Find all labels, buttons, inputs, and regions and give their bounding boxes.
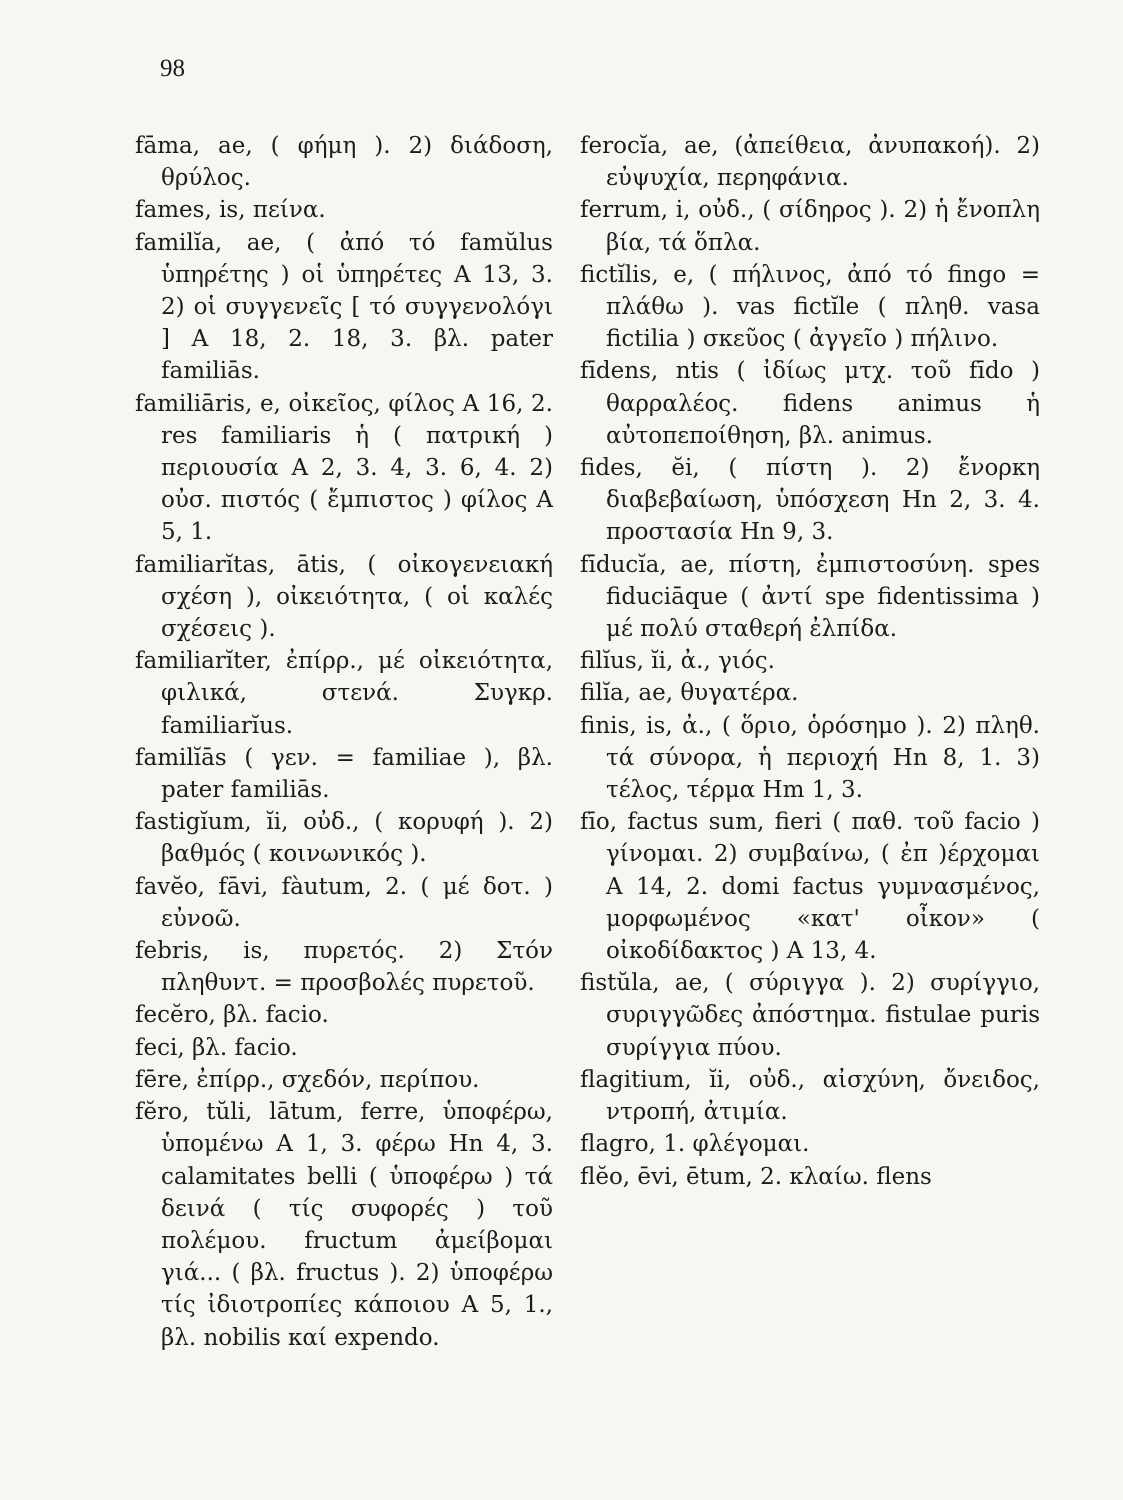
dictionary-entry: fames, is, πείνα. <box>135 197 326 224</box>
dictionary-entry: fides, ĕi, ( πίστη ). 2) ἔνορκη διαβεβαίωση, ὑπόσχεση Hn 2, 3. 4. προστασία Hn 9, 3. <box>580 455 1040 546</box>
page-number: 98 <box>160 55 185 82</box>
dictionary-entry: fīducĭa, ae, πίστη, ἐμπιστοσύνη. spes fiduciāque ( ἀντί spe fidentissima ) μέ πολύ σταθερή ἐλπίδα. <box>580 551 1040 643</box>
dictionary-entry: fecĕro, βλ. facio. <box>135 1002 329 1029</box>
dictionary-entry: familĭa, ae, ( ἀπό τό famŭlus ὑπηρέτης ) οἱ ὑπηρέτες Α 13, 3. 2) οἱ συγγενεῖς [ τό συγγενολόγι ] Α 18, 2. 18, 3. βλ. pater familiās. <box>135 229 553 385</box>
dictionary-entry: fĕro, tŭli, lātum, ferre, ὑποφέρω, ὑπομένω Α 1, 3. φέρω Hn 4, 3. calamitates belli ( ὑποφέρω ) τά δεινά ( τίς συφορές ) τοῦ πολέμου. fructum ἀμείβομαι γιά... ( βλ. fructus ). 2) ὑποφέρω τίς ἰδιοτροπίες κάποιου Α 5, 1., βλ. nobilis καί expendo. <box>135 1099 553 1351</box>
left-column <box>135 130 553 1354</box>
dictionary-entry: familiarĭter, ἐπίρρ., μέ οἰκειότητα, φιλικά, στενά. Συγκρ. familiarĭus. <box>135 648 553 739</box>
dictionary-entry: familiarĭtas, ātis, ( οἰκογενειακή σχέση ), οἰκειότητα, ( οἱ καλές σχέσεις ). <box>135 551 553 643</box>
dictionary-entry: fīdens, ntis ( ἰδίως μτχ. τοῦ fīdo ) θαρραλέος. fidens animus ἡ αὐτοπεποίθηση, βλ. animus. <box>580 358 1040 449</box>
dictionary-entry: familiāris, e, οἰκεῖος, φίλος Α 16, 2. res familiaris ἡ ( πατρική ) περιουσία Α 2, 3. 4, 3. 6, 4. 2) οὐσ. πιστός ( ἔμπιστος ) φίλος Α 5, 1. <box>135 390 553 546</box>
dictionary-entry: ferrum, i, οὐδ., ( σίδηρος ). 2) ἡ ἔνοπλη βία, τά ὅπλα. <box>580 197 1040 256</box>
dictionary-entry: fictĭlis, e, ( πήλινος, ἀπό τό fingo = πλάθω ). vas fictĭle ( πληθ. vasa fictilia ) σκεῦος ( ἀγγεῖο ) πήλινο. <box>580 261 1040 353</box>
dictionary-entry: filĭus, ĭi, ἀ., γιός. <box>580 648 775 675</box>
dictionary-entry: filĭa, ae, θυγατέρα. <box>580 680 799 707</box>
dictionary-entry: ferocĭa, ae, (ἀπείθεια, ἀνυπακοή). 2) εὐψυχία, περηφάνια. <box>580 133 1040 192</box>
dictionary-entry: favĕo, fāvi, fàutum, 2. ( μέ δοτ. ) εὐνοῶ. <box>135 873 553 932</box>
dictionary-entry: finis, is, ἀ., ( ὅριο, ὁρόσημο ). 2) πληθ. τά σύνορα, ἡ περιοχή Hn 8, 1. 3) τέλος, τέρμα Hm 1, 3. <box>580 712 1040 804</box>
dictionary-entry: fēre, ἐπίρρ., σχεδόν, περίπου. <box>135 1066 480 1093</box>
dictionary-entry: febris, is, πυρετός. 2) Στόν πληθυντ. = προσβολές πυρετοῦ. <box>135 938 553 997</box>
dictionary-entry: fastigĭum, ĭi, οὐδ., ( κορυφή ). 2) βαθμός ( κοινωνικός ). <box>135 809 553 868</box>
dictionary-entry: familĭās ( γεν. = familiae ), βλ. pater familiās. <box>135 744 553 804</box>
dictionary-entry: fistŭla, ae, ( σύριγγα ). 2) συρίγγιο, συριγγῶδες ἀπόστημα. fistulae puris συρίγγια πύου. <box>580 970 1040 1061</box>
dictionary-entry: fīo, factus sum, fieri ( παθ. τοῦ facio ) γίνομαι. 2) συμβαίνω, ( ἐπ )έρχομαι Α 14, 2. domi factus γυμνασμένος, μορφωμένος «κατ' οἶκον» ( οἰκοδίδακτος ) Α 13, 4. <box>580 809 1040 965</box>
dictionary-entry: flagro, 1. φλέγομαι. <box>580 1131 810 1158</box>
dictionary-entry: fāma, ae, ( φήμη ). 2) διάδοση, θρύλος. <box>135 133 553 192</box>
dictionary-entry: flagitium, ĭi, οὐδ., αἰσχύνη, ὄνειδος, ντροπή, ἀτιμία. <box>580 1066 1040 1126</box>
dictionary-entry: feci, βλ. facio. <box>135 1034 298 1061</box>
dictionary-entry: flĕo, ēvi, ētum, 2. κλαίω. flens <box>580 1163 932 1190</box>
right-column <box>580 130 1040 1193</box>
